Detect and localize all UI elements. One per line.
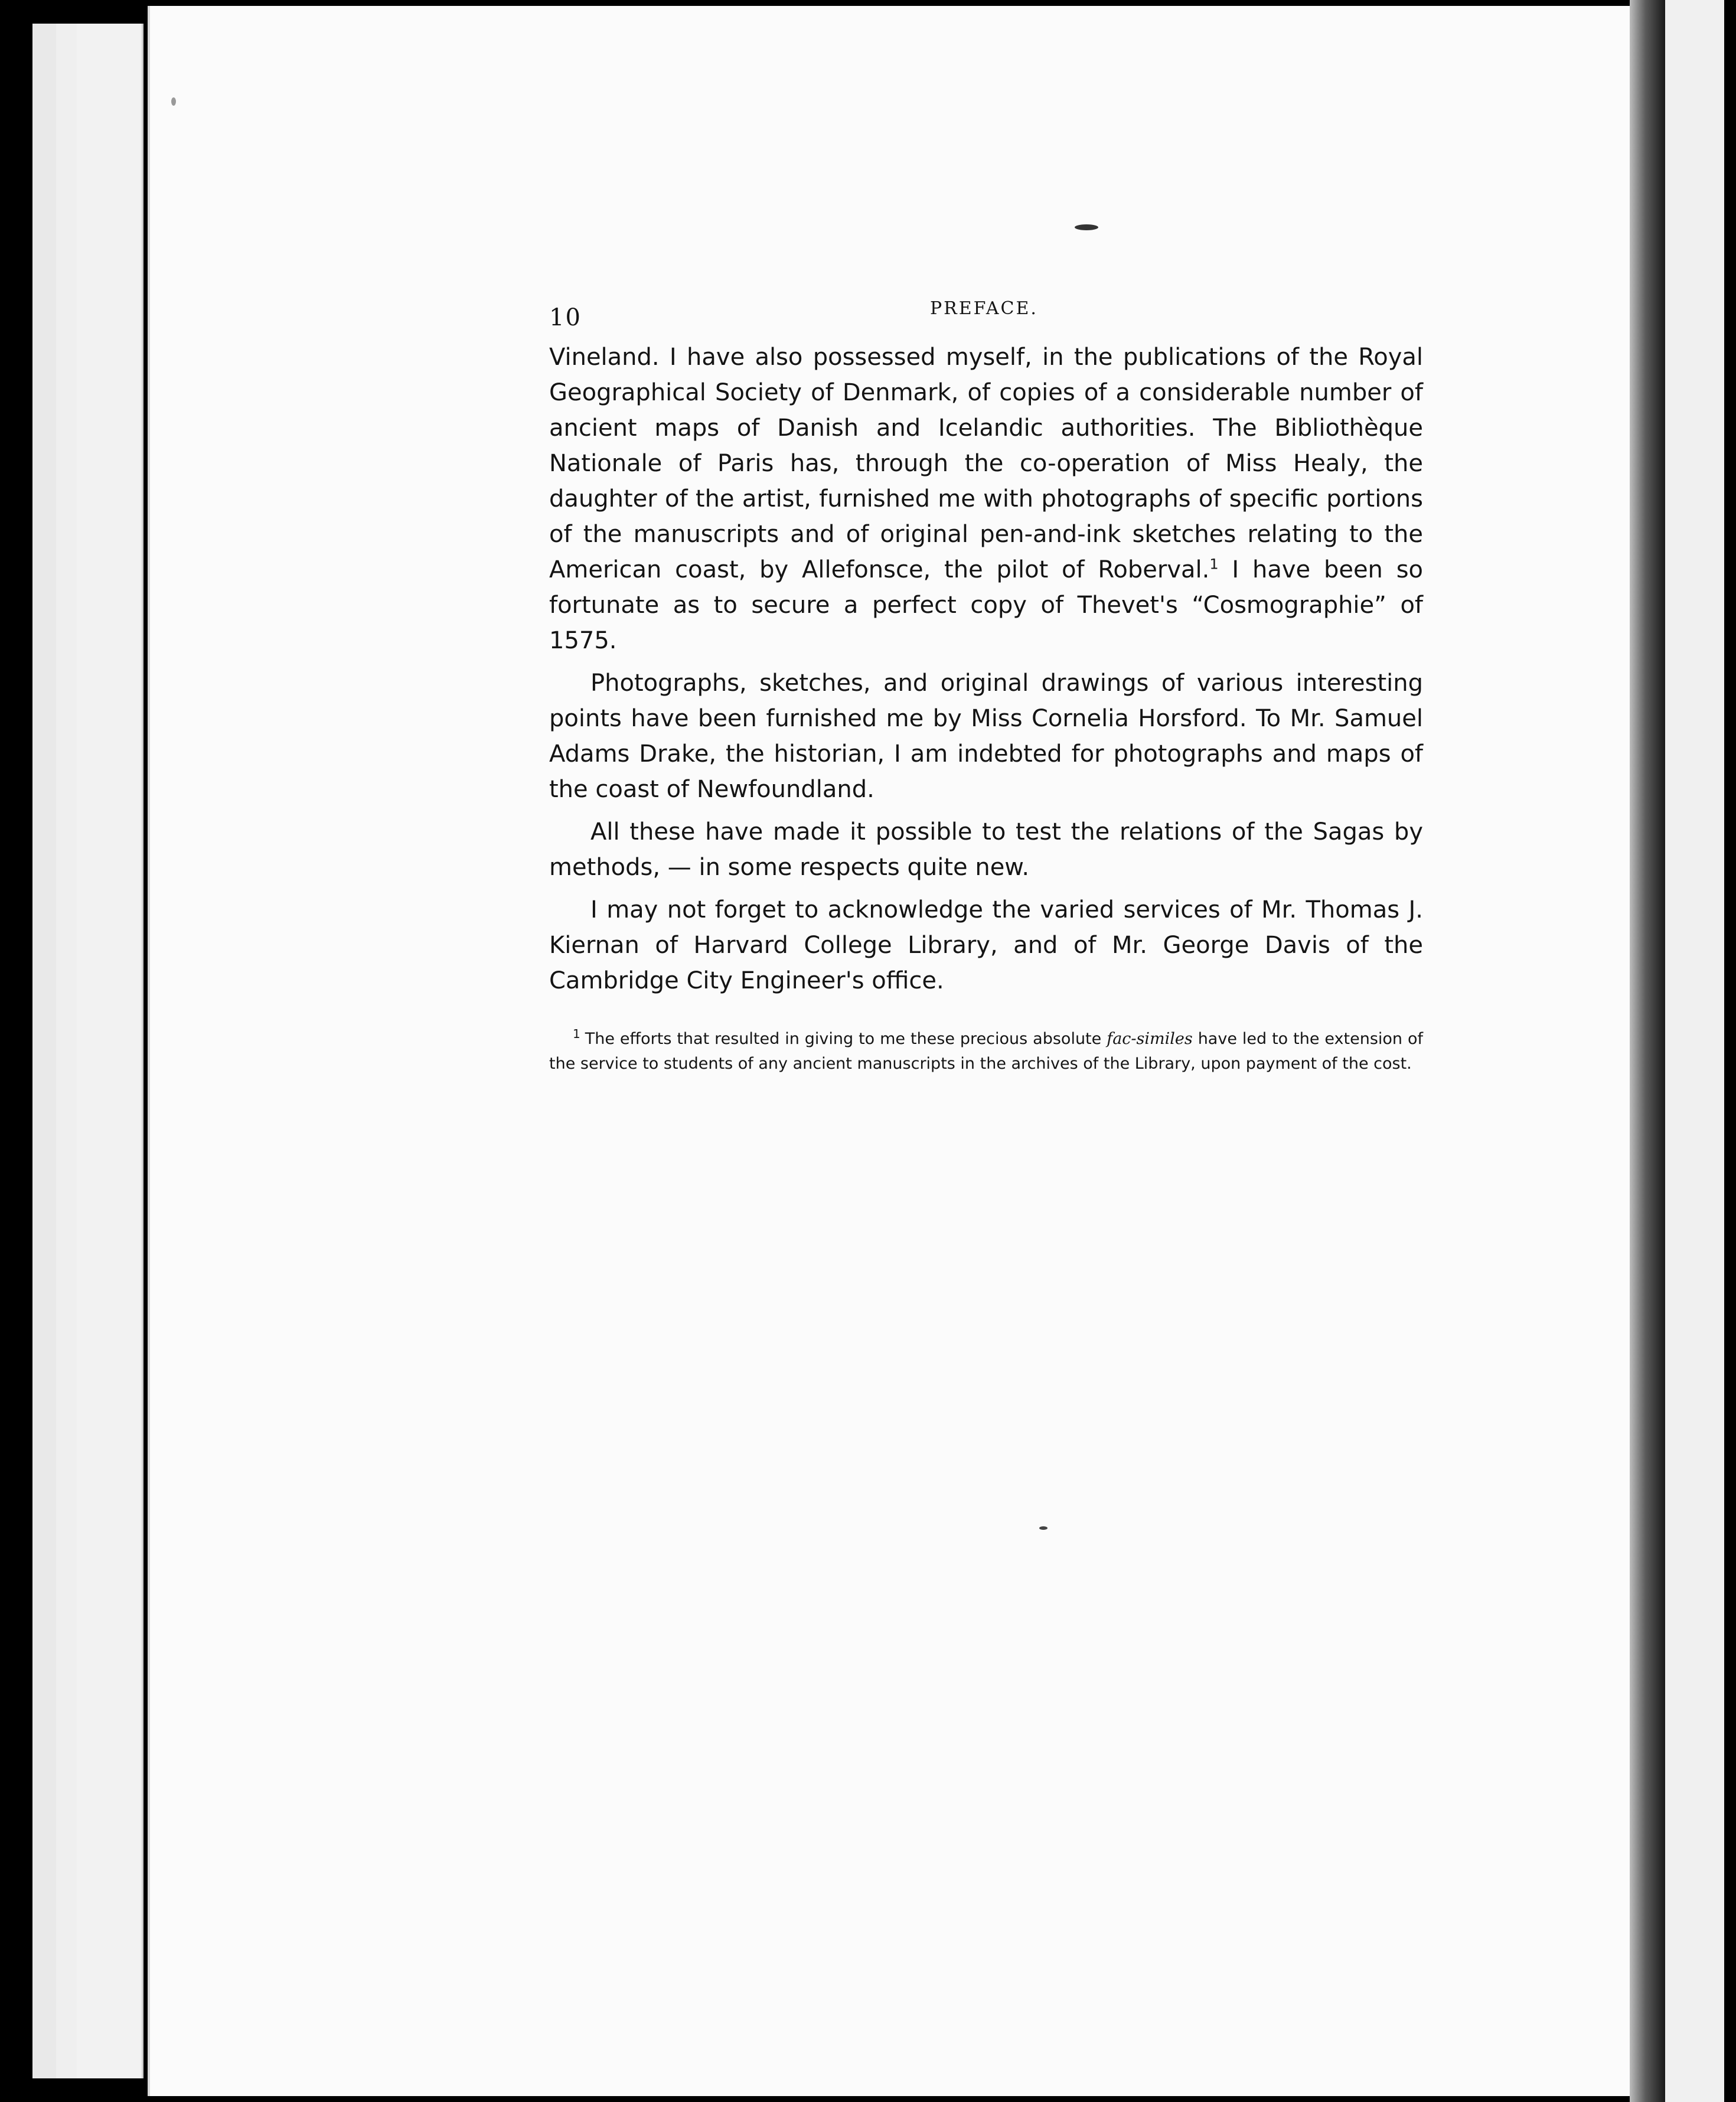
footnote-text: The efforts that resulted in giving to me these precious absolute [585, 1030, 1107, 1048]
footnote-text: have led to the extension of the service to students of any ancient manuscripts in the archives of the Library, upon payment of the cost. [549, 1030, 1423, 1073]
footnote [549, 1027, 1423, 1076]
scan-speck [171, 97, 176, 106]
scan-speck [1039, 1526, 1048, 1530]
footnote-reference: 1 [1209, 556, 1219, 573]
paragraph-text: All these have made it possible to test the relations of the Sagas by methods, — in some respects quite new. [549, 818, 1423, 881]
paragraph [549, 340, 1423, 658]
paragraph [549, 814, 1423, 885]
text-column [549, 298, 1423, 1092]
facing-page-edge [1665, 0, 1724, 2102]
scan-speck [1075, 224, 1098, 230]
binding-shadow [1630, 0, 1665, 2102]
paragraph-text: I have been so fortunate as to secure a perfect copy of Thevet's “Cosmographie” of 1575. [549, 556, 1424, 654]
running-head [549, 298, 1423, 334]
paragraph [549, 665, 1423, 807]
footnote-mark: 1 [573, 1027, 580, 1041]
running-title: PREFACE. [930, 298, 1038, 319]
page-number: 10 [549, 304, 582, 331]
paragraph-text: Photographs, sketches, and original drawings of various interesting points have been furnished me by Miss Cornelia Horsford. To Mr. Samuel Adams Drake, the historian, I am indebted for photographs and maps of the coast of Newfoundland. [549, 670, 1423, 803]
page-edge [77, 24, 143, 2078]
paragraph-text: Vineland. I have also possessed myself, in the publications of the Royal Geographical Society of Denmark, of copies of a considerable number of ancient maps of Danish and Icelandic authorities. The Bibliothèque Nationale of Paris has, through the co-operation of Miss Healy, the daughter of the artist, furnished me with photographs of specific portions of the manuscripts and of original pen-and-ink sketches relating to the American coast, by Allefonsce, the pilot of Roberval. [549, 344, 1423, 583]
footnote-italic-text: fac-similes [1107, 1030, 1193, 1048]
paragraph-text: I may not forget to acknowledge the varied services of Mr. Thomas J. Kiernan of Harvard College Library, and of Mr. George Davis of the Cambridge City Engineer's office. [549, 896, 1423, 994]
paragraph [549, 892, 1423, 998]
